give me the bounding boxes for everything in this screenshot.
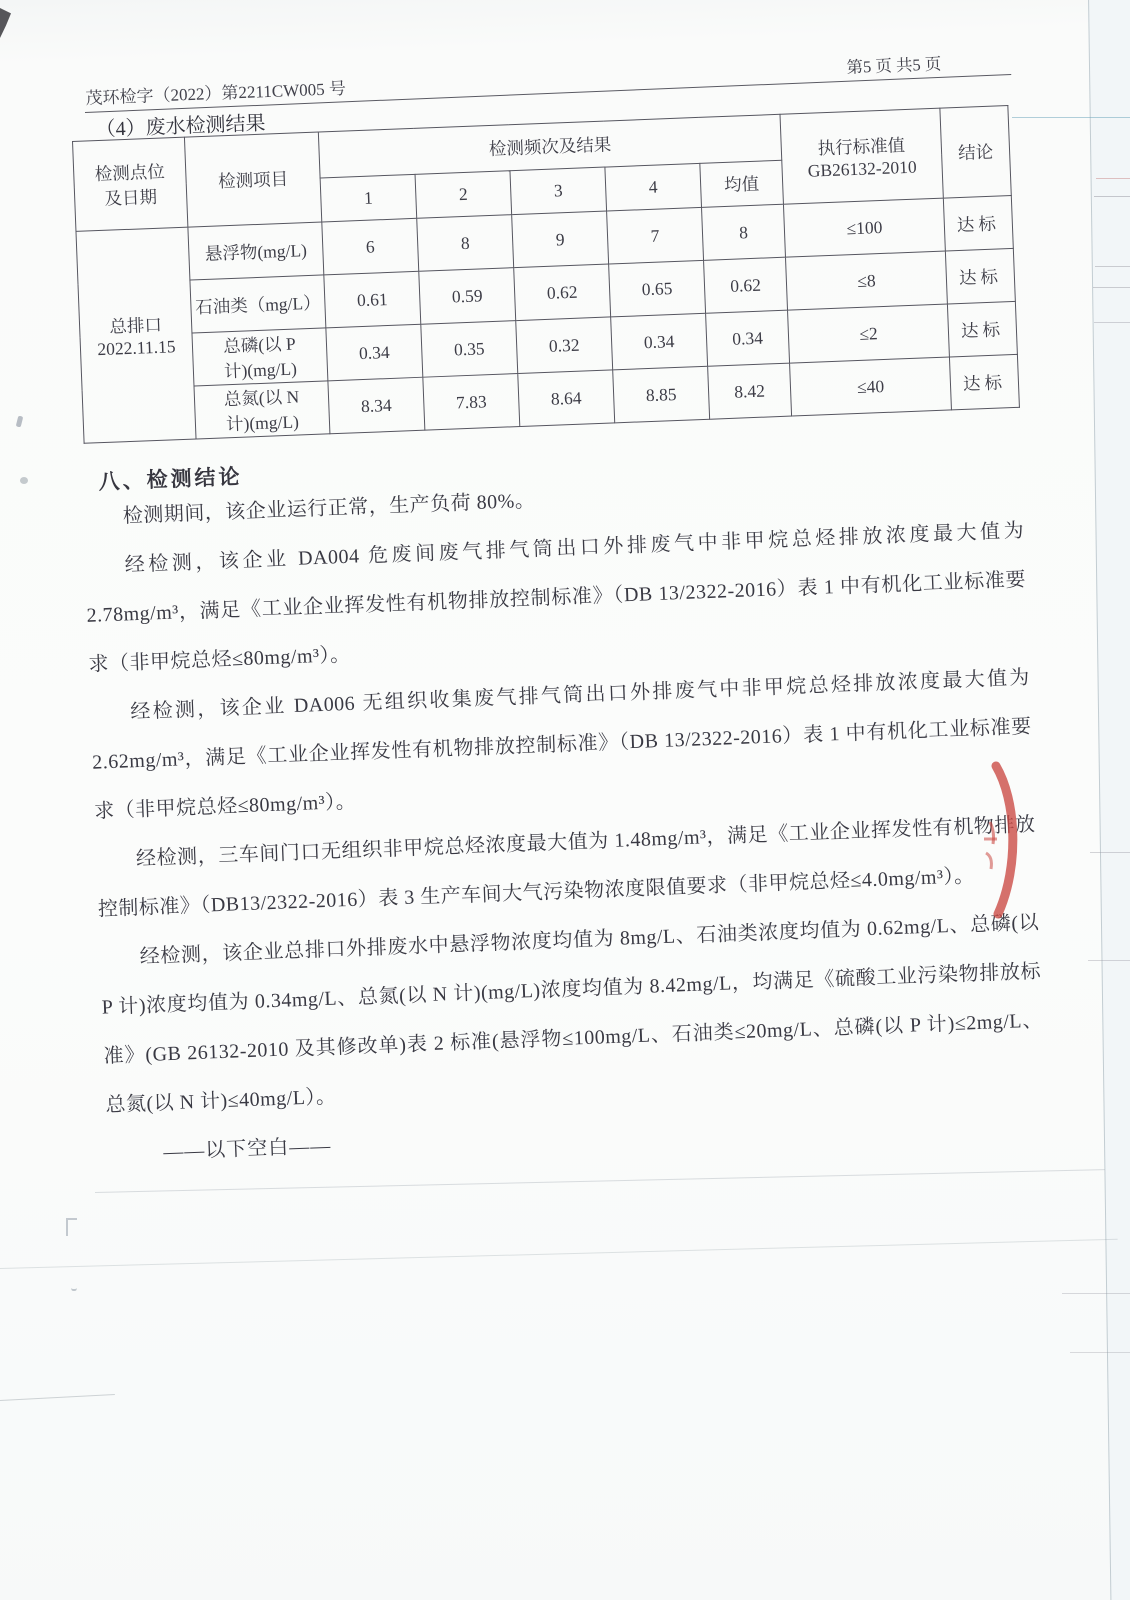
value-cell: 0.34	[326, 324, 423, 381]
conclusion-paragraph: 检测期间，该企业运行正常，生产负荷 80%。	[122, 489, 536, 528]
scan-artifact-streak	[1012, 117, 1130, 118]
scan-artifact-line	[0, 1239, 1118, 1269]
conclusion-cell: 达标	[943, 195, 1013, 251]
standard-cell: ≤2	[788, 304, 950, 363]
value-cell: 0.62	[704, 257, 788, 313]
value-cell: 0.34	[611, 313, 708, 370]
value-cell: 8.85	[613, 366, 710, 423]
freq-subcol: 3	[510, 167, 607, 215]
row-item-cell: 总磷(以 P 计)(mg/L)	[192, 328, 328, 386]
scan-artifact-speck	[20, 477, 28, 484]
value-cell: 0.61	[324, 271, 421, 328]
value-cell: 8.64	[518, 370, 615, 427]
row-item-cell: 总氮(以 N 计)(mg/L)	[194, 381, 330, 439]
value-cell: 8	[417, 215, 514, 272]
freq-subcol: 1	[320, 174, 417, 222]
conclusion-paragraph: 经检测，该企业总排口外排废水中悬浮物浓度均值为 8mg/L、石油类浓度均值为 0.62mg/L、总磷(以 P 计)浓度均值为 0.34mg/L、总氮(以 N 计)(mg/L)浓度均值为 8.42mg/L，均满足《硫酸工业污染物排放标准》(GB 26132-2010 及其修改单)表 2 标准(悬浮物≤100mg/L、石油类≤20mg/L、总磷(以 P 计)≤2mg/L、总氮(以 N 计)≤40mg/L）。	[101, 911, 1044, 1117]
value-cell: 8.42	[708, 363, 792, 419]
scan-artifact-mark	[66, 1218, 77, 1236]
conclusion-cell: 达标	[945, 248, 1015, 304]
conclusion-paragraph: 经检测，该企业 DA004 危废间废气排气筒出口外排废气中非甲烷总烃排放浓度最大值为 2.78mg/m³，满足《工业企业挥发性有机物排放控制标准》（DB 13/2322-2016）表 1 中有机化工业标准要求（非甲烷总烃≤80mg/m³）。	[86, 519, 1027, 676]
freq-subcol: 4	[605, 163, 702, 211]
point-date-cell: 总排口 2022.11.15	[76, 227, 196, 443]
red-stamp-arc	[982, 760, 1040, 920]
conclusion-cell: 达标	[947, 301, 1017, 357]
conclusion-body	[82, 458, 1048, 1180]
col-frequency-header: 检测频次及结果	[318, 114, 781, 178]
scan-artifact-streak	[1093, 287, 1130, 288]
wastewater-table-title: （4）废水检测结果	[95, 112, 266, 141]
scan-artifact-streak	[1094, 322, 1130, 323]
value-cell: 6	[322, 218, 419, 275]
value-cell: 0.59	[419, 268, 516, 325]
conclusion-paragraph: 经检测，三车间门口无组织非甲烷总烃浓度最大值为 1.48mg/m³，满足《工业企业挥发性有机物排放控制标准》（DB13/2322-2016）表 3 生产车间大气污染物浓度限值要求（非甲烷总烃≤4.0mg/m³）。	[97, 813, 1036, 921]
value-cell: 7	[607, 207, 704, 264]
value-cell: 7.83	[423, 374, 520, 431]
standard-cell: ≤100	[783, 198, 945, 257]
conclusion-paragraph: 经检测，该企业 DA006 无组织收集废气排气筒出口外排废气中非甲烷总烃排放浓度最大值为 2.62mg/m³，满足《工业企业挥发性有机物排放控制标准》（DB 13/2322-2016）表 1 中有机化工业标准要求（非甲烷总烃≤80mg/m³）。	[91, 666, 1033, 823]
row-item-cell: 悬浮物(mg/L)	[188, 222, 324, 280]
wastewater-table	[72, 105, 1020, 444]
standard-cell: ≤8	[786, 251, 948, 310]
value-cell: 8	[702, 204, 786, 260]
scan-artifact-streak	[1062, 1293, 1130, 1294]
value-cell: 0.65	[609, 260, 706, 317]
page-indicator: 第5 页 共5 页	[846, 54, 942, 77]
scan-artifact-streak	[1096, 178, 1130, 179]
standard-cell: ≤40	[790, 357, 952, 416]
value-cell: 0.34	[706, 310, 790, 366]
value-cell: 9	[512, 211, 609, 268]
doc-number: 茂环检字（2022）第2211CW005 号	[85, 78, 347, 108]
col-item-header: 检测项目	[184, 132, 321, 227]
scan-artifact-speck	[16, 416, 24, 428]
scan-artifact-speck	[71, 1283, 77, 1291]
scan-artifact-streak	[1070, 1352, 1130, 1353]
paper-edge	[1088, 0, 1130, 1600]
value-cell: 0.35	[421, 321, 518, 378]
value-cell: 0.32	[516, 317, 613, 374]
scan-artifact-streak	[1088, 960, 1130, 961]
blank-below-note: ——以下空白——	[162, 1134, 332, 1164]
scan-artifact-streak	[1090, 852, 1130, 853]
col-point-header: 检测点位 及日期	[73, 137, 188, 231]
value-cell: 8.34	[328, 377, 425, 434]
scan-artifact-streak	[1094, 196, 1130, 197]
conclusion-heading: 八、检测结论	[98, 465, 243, 494]
scan-artifact-corner-mark	[0, 8, 11, 38]
freq-subcol: 2	[415, 171, 512, 219]
freq-subcol: 均值	[700, 160, 784, 207]
scan-artifact-line	[0, 1394, 115, 1401]
scan-artifact-streak	[1095, 266, 1130, 267]
value-cell: 0.62	[514, 264, 611, 321]
col-standard-header: 执行标准值 GB26132-2010	[780, 108, 943, 204]
conclusion-cell: 达标	[949, 354, 1019, 410]
row-item-cell: 石油类（mg/L）	[190, 275, 326, 333]
col-conclusion-header: 结论	[940, 106, 1011, 199]
